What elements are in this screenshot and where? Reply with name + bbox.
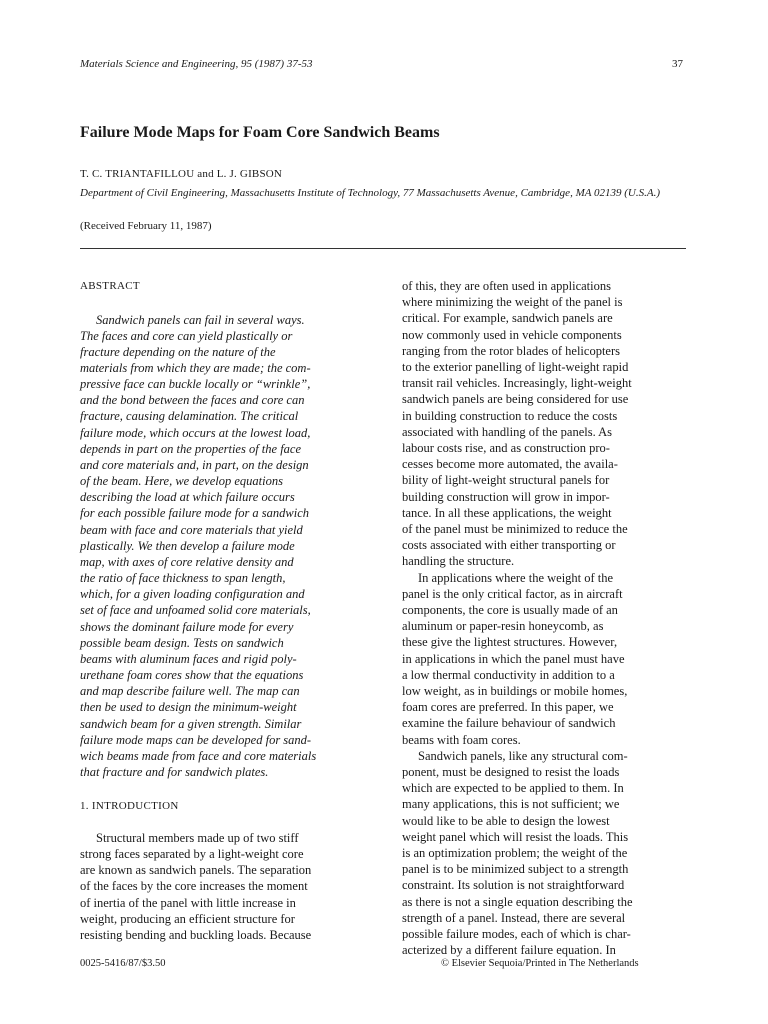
text-line: weight, producing an efficient structure for <box>80 911 295 926</box>
text-line: strong faces separated by a light-weight core <box>80 847 304 862</box>
page-number: 37 <box>672 58 683 70</box>
text-line: which are expected to be applied to them. In <box>402 781 624 796</box>
text-line: pressive face can buckle locally or “wrinkle”, <box>80 377 311 392</box>
text-line: of the beam. Here, we develop equations <box>80 474 283 489</box>
authors: T. C. TRIANTAFILLOU and L. J. GIBSON <box>80 168 283 180</box>
text-line: Structural members made up of two stiff <box>96 831 299 845</box>
text-line: failure mode, which occurs at the lowest load, <box>80 425 311 440</box>
text-line: of the panel must be minimized to reduce the <box>402 522 628 536</box>
affiliation: Department of Civil Engineering, Massachusetts Institute of Technology, 77 Massachusetts Avenue, Cambridge, MA 02139 (U.S.A.) <box>80 187 660 199</box>
text-line: these give the lightest structures. However, <box>402 635 618 650</box>
text-line: The faces and core can yield plastically or <box>80 328 293 343</box>
text-line: In applications where the weight of the <box>418 570 614 585</box>
text-line: the ratio of face thickness to span length, <box>80 571 286 586</box>
text-line: aluminum or paper-resin honeycomb, as <box>402 619 604 634</box>
text-line: in applications in which the panel must have <box>402 651 625 666</box>
text-line: many applications, this is not sufficient; we <box>402 797 620 812</box>
text-line: tance. In all these applications, the weight <box>402 505 612 520</box>
text-line: and map describe failure well. The map can <box>80 684 300 699</box>
text-line: to the exterior panelling of light-weight rapid <box>402 360 629 374</box>
received-date: (Received February 11, 1987) <box>80 220 212 232</box>
text-line: in building construction to reduce the costs <box>402 408 618 423</box>
text-line: Sandwich panels, like any structural com- <box>418 748 628 763</box>
text-line: foam cores are preferred. In this paper, we <box>402 700 614 715</box>
text-line: depends in part on the properties of the face <box>80 441 302 456</box>
text-line: strength of a panel. Instead, there are several <box>402 910 626 925</box>
text-line: handling the structure. <box>402 554 515 569</box>
text-line: acterized by a different failure equation. In <box>402 943 616 958</box>
text-line: ranging from the rotor blades of helicopters <box>402 343 620 358</box>
text-line: labour costs rise, and as construction pro- <box>402 441 610 455</box>
text-line: sandwich panels are being considered for use <box>402 392 629 407</box>
text-line: now commonly used in vehicle components <box>402 327 622 342</box>
text-line: urethane foam cores show that the equations <box>80 668 304 683</box>
text-line: critical. For example, sandwich panels are <box>402 311 613 326</box>
text-line: possible failure modes, each of which is char- <box>402 927 631 941</box>
article-code: 0025-5416/87/$3.50 <box>80 958 166 969</box>
text-line: cesses become more automated, the availa- <box>402 457 618 472</box>
left-column <box>80 278 380 948</box>
text-line: are known as sandwich panels. The separation <box>80 863 312 878</box>
journal-citation: Materials Science and Engineering, 95 (1987) 37-53 <box>80 58 313 70</box>
text-line: resisting bending and buckling loads. Because <box>80 927 312 942</box>
text-line: panel is the only critical factor, as in aircraft <box>402 586 623 601</box>
text-line: building construction will grow in impor- <box>402 489 610 504</box>
text-line: transit rail vehicles. Increasingly, light-weight <box>402 376 632 391</box>
text-line: costs associated with either transporting or <box>402 538 616 553</box>
text-line: of inertia of the panel with little increase in <box>80 895 296 910</box>
text-line: fracture, causing delamination. The critical <box>80 409 299 424</box>
text-line: shows the dominant failure mode for every <box>80 619 294 634</box>
text-line: failure mode maps can be developed for sand- <box>80 732 312 747</box>
text-line: panel is to be minimized subject to a strength <box>402 862 629 877</box>
text-line: examine the failure behaviour of sandwich <box>402 716 616 731</box>
text-line: as there is not a single equation describing the <box>402 894 633 909</box>
text-line: a low thermal conductivity in addition to a <box>402 667 615 682</box>
text-line: weight panel which will resist the loads. This <box>402 829 629 844</box>
text-line: of this, they are often used in applications <box>402 279 611 293</box>
text-line: and the bond between the faces and core can <box>80 393 305 408</box>
text-line: and core materials and, in part, on the design <box>80 457 309 472</box>
introduction-heading: 1. INTRODUCTION <box>80 800 179 812</box>
text-line: fracture depending on the nature of the <box>80 344 276 359</box>
text-line: map, with axes of core relative density and <box>80 554 294 569</box>
text-line: possible beam design. Tests on sandwich <box>80 635 284 650</box>
text-line: plastically. We then develop a failure mode <box>80 538 295 553</box>
text-line: set of face and unfoamed solid core materials, <box>80 603 311 618</box>
text-line: beams with aluminum faces and rigid poly- <box>80 651 297 666</box>
text-line: sandwich beam for a given strength. Similar <box>80 716 302 731</box>
text-line: for each possible failure mode for a sandwich <box>80 506 310 521</box>
abstract-heading: ABSTRACT <box>80 280 140 292</box>
text-line: where minimizing the weight of the panel is <box>402 295 623 310</box>
text-line: that fracture and for sandwich plates. <box>80 764 269 779</box>
text-line: wich beams made from face and core materials <box>80 748 317 763</box>
paper-title: Failure Mode Maps for Foam Core Sandwich Beams <box>80 124 440 141</box>
publisher-notice: © Elsevier Sequoia/Printed in The Netherlands <box>441 958 639 969</box>
text-line: constraint. Its solution is not straightforward <box>402 878 625 893</box>
text-line: beams with foam cores. <box>402 732 521 747</box>
text-line: materials from which they are made; the com- <box>80 360 311 375</box>
text-line: components, the core is usually made of an <box>402 603 618 617</box>
text-line: is an optimization problem; the weight of the <box>402 846 628 860</box>
right-column <box>402 278 702 958</box>
text-line: then be used to design the minimum-weight <box>80 700 297 715</box>
text-line: of the faces by the core increases the moment <box>80 879 308 894</box>
text-line: ponent, must be designed to resist the loads <box>402 765 620 779</box>
text-line: would like to be able to design the lowest <box>402 813 610 828</box>
text-line: low weight, as in buildings or mobile homes, <box>402 684 628 698</box>
text-line: bility of light-weight structural panels for <box>402 473 610 488</box>
text-line: beam with face and core materials that yield <box>80 522 303 537</box>
text-line: describing the load at which failure occurs <box>80 490 295 505</box>
text-line: which, for a given loading configuration and <box>80 587 305 602</box>
text-line: Sandwich panels can fail in several ways. <box>96 312 305 327</box>
header-divider <box>80 248 686 249</box>
text-line: associated with handling of the panels. As <box>402 424 613 439</box>
